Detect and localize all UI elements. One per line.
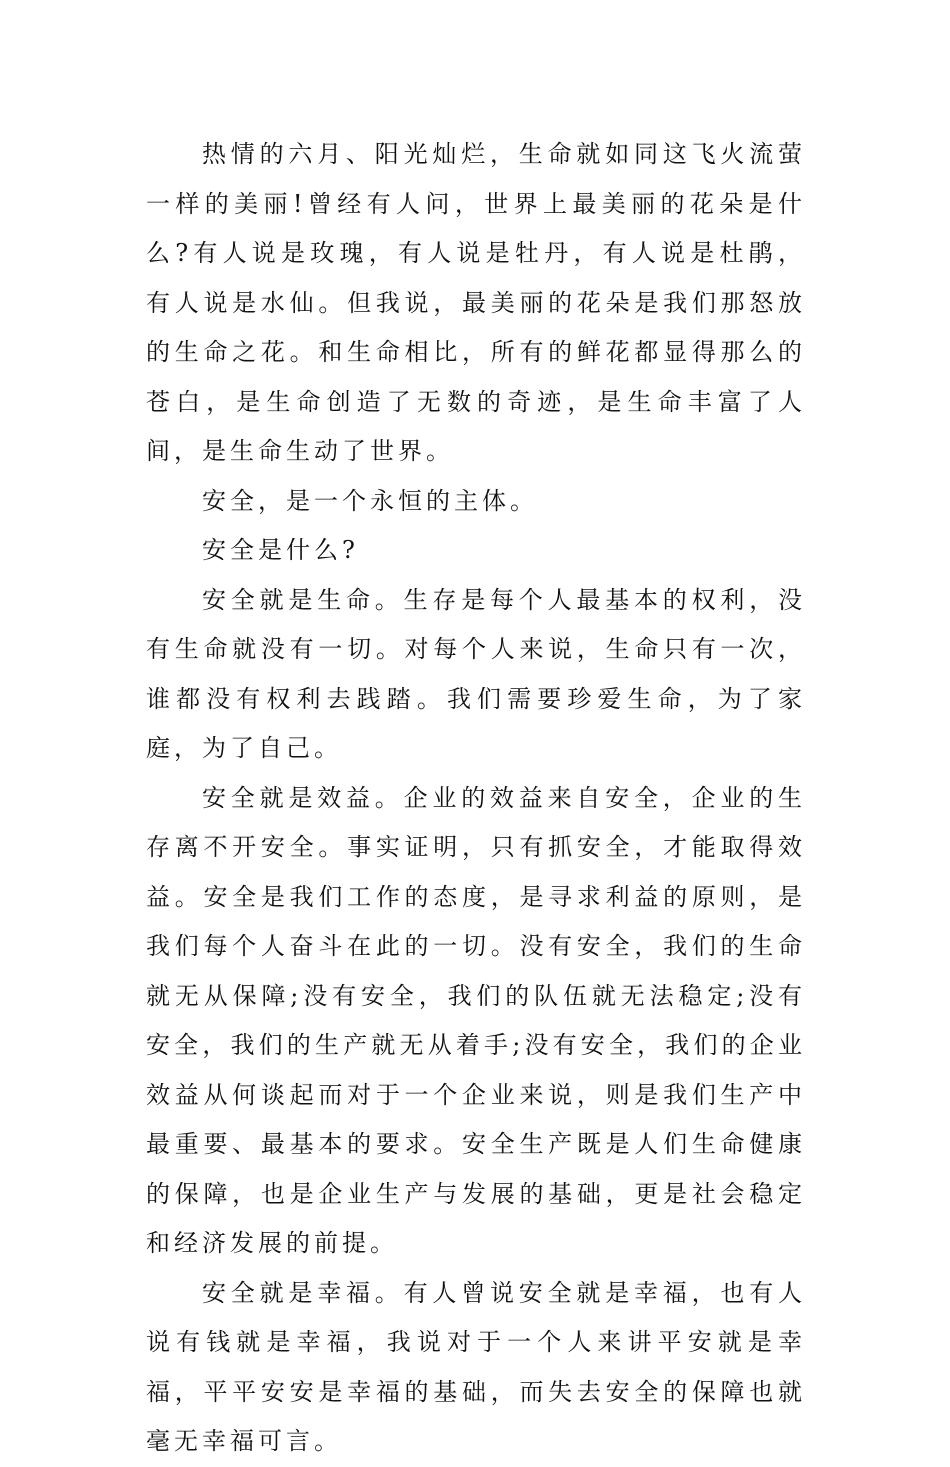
document-body [146,130,806,1467]
paragraph-safety-theme: 安全，是一个永恒的主体。 [202,486,538,515]
paragraph-intro: 热情的六月、阳光灿烂，生命就如同这飞火流萤一样的美丽!曾经有人问，世界上最美丽的花朵是什么?有人说是玫瑰，有人说是牡丹，有人说是杜鹃，有人说是水仙。但我说，最美丽的花朵是我们那怒放的生命之花。和生命相比，所有的鲜花都显得那么的苍白，是生命创造了无数的奇迹，是生命丰富了人间，是生命生动了世界。 [146,140,806,465]
paragraph-safety-happiness: 安全就是幸福。有人曾说安全就是幸福，也有人说有钱就是幸福，我说对于一个人来讲平安就是幸福，平平安安是幸福的基础，而失去安全的保障也就毫无幸福可言。 [146,1278,806,1455]
paragraph-safety-question: 安全是什么? [202,536,359,564]
paragraph-safety-life: 安全就是生命。生存是每个人最基本的权利，没有生命就没有一切。对每个人来说，生命只有一次，谁都没有权利去践踏。我们需要珍爱生命，为了家庭，为了自己。 [146,585,806,762]
paragraph-safety-benefit: 安全就是效益。企业的效益来自安全，企业的生存离不开安全。事实证明，只有抓安全，才能取得效益。安全是我们工作的态度，是寻求利益的原则，是我们每个人奋斗在此的一切。没有安全，我们的生命就无从保障;没有安全，我们的队伍就无法稳定;没有安全，我们的生产就无从着手;没有安全，我们的企业效益从何谈起而对于一个企业来说，则是我们生产中最重要、最基本的要求。安全生产既是人们生命健康的保障，也是企业生产与发展的基础，更是社会稳定和经济发展的前提。 [146,783,806,1257]
